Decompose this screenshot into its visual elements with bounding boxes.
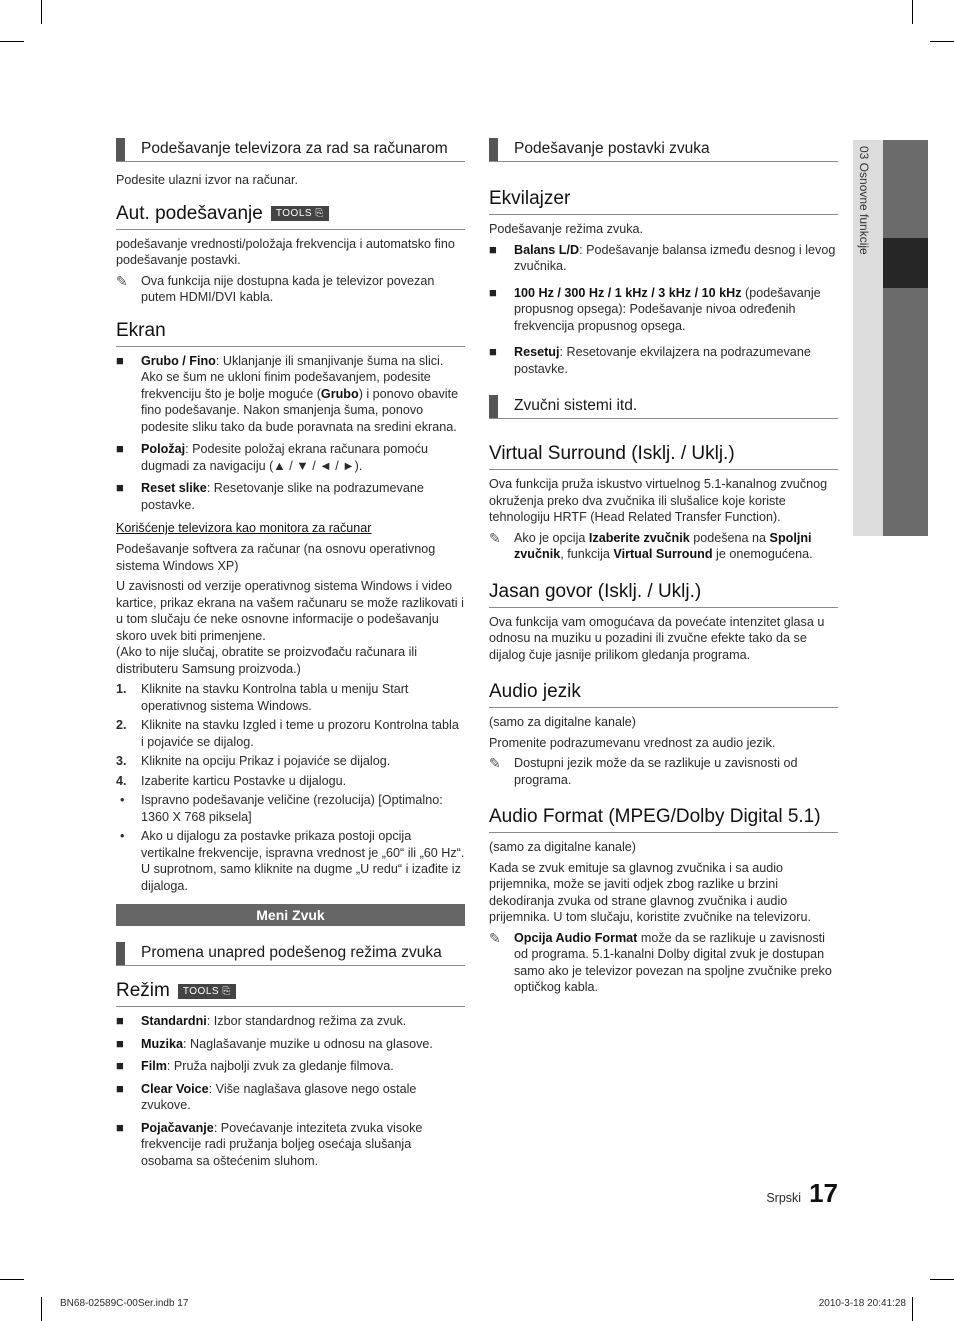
section-heading-pc-setup: Podešavanje televizora za rad sa računarom [116, 138, 465, 162]
audio-format-note: ✎ Opcija Audio Format može da se razlikuje u zavisnosti od programa. 5.1-kanalni Dolby digital zvuk je dostupan samo ako je televizor povezan na spoljne zvučnike preko optičkog kabla. [489, 929, 832, 994]
right-column [489, 138, 838, 1000]
audio-language-p1: (samo za digitalne kanale) [489, 715, 637, 729]
monitor-p2: U zavisnosti od verzije operativnog sistema Windows i video kartice, prikaz ekrana na vašem računaru se može razlikovati i u tom slučaju će neke osnovne informacije o podešavanju skoro uvek biti primenjene. [116, 579, 464, 643]
square-bullet-icon: ■ [116, 352, 124, 368]
list-item: ■ Položaj: Podesite položaj ekrana računara pomoću dugmadi za navigaciju (▲ / ▼ / ◄ / ►). [116, 441, 429, 473]
list-item: ■ Grubo / Fino: Uklanjanje ili smanjivanje šuma na slici. Ako se šum ne ukloni finim podešavanjem, podesite frekvenciju što je bolje moguće (Grubo) i ponovo obavite fino podešavanje. Nakon smanjenja šuma, ponovo podesite sliku tako da bude poravnata na sredini ekrana. [116, 352, 459, 434]
list-item: ■ 100 Hz / 300 Hz / 1 kHz / 3 kHz / 10 kHz (podešavanje propusnog opsega): Podešavanje nivoa određenih frekvencija propusnog opsega. [489, 284, 821, 333]
section-heading-preset: Promena unapred podešenog režima zvuka [116, 942, 465, 966]
equalizer-heading: Ekvilajzer [489, 188, 838, 215]
virtual-surround-heading: Virtual Surround (Isklj. / Uklj.) [489, 443, 838, 470]
square-bullet-icon: ■ [116, 1080, 124, 1096]
audio-language-p2: Promenite podrazumevanu vrednost za audio jezik. [489, 735, 776, 750]
clear-voice-heading: Jasan govor (Isklj. / Uklj.) [489, 581, 838, 608]
square-bullet-icon: ■ [489, 284, 497, 300]
monitor-p3: (Ako to nije slučaj, obratite se proizvođaču računara ili distributeru Samsung proizvoda.) [116, 645, 418, 676]
note-icon: ✎ [489, 529, 501, 546]
note-icon: ✎ [489, 755, 501, 771]
left-column [116, 138, 465, 1175]
square-bullet-icon: ■ [489, 344, 497, 359]
virtual-surround-text: Ova funkcija pruža iskustvo virtuelnog 5.1-kanalnog zvučnog okruženja preko dva zvučnika ili slušalice koje koriste tehnologiju HRTF (Head Related Transfer Function). [489, 477, 828, 524]
list-item: ■ Muzika: Naglašavanje muzike u odnosu na glasove. [116, 1035, 433, 1051]
square-bullet-icon: ■ [116, 1035, 124, 1051]
list-item: ■ Reset slike: Resetovanje slike na podrazumevane postavke. [116, 480, 424, 512]
chapter-side-tab: 03 Osnovne funkcije [853, 140, 928, 536]
square-bullet-icon: ■ [489, 241, 497, 257]
pc-intro: Podesite ulazni izvor na računar. [116, 173, 299, 187]
step-item: 4. Izaberite karticu Postavke u dijalogu. [116, 773, 347, 788]
list-item: ■ Resetuj: Resetovanje ekvilajzera na podrazumevane postavke. [489, 344, 811, 376]
section-heading-sound: Podešavanje postavki zvuka [489, 138, 838, 162]
dot-bullet-icon: • [120, 829, 125, 843]
page-number: Srpski 17 [766, 1178, 838, 1208]
tools-icon: TOOLS ⎘ [271, 206, 329, 221]
square-bullet-icon: ■ [116, 441, 124, 456]
bullet-item: • Ispravno podešavanje veličine (rezolucija) [Optimalno: 1360 X 768 piksela] [116, 792, 465, 825]
audio-format-p2: Kada se zvuk emituje sa glavnog zvučnika i sa audio prijemnika, može se javiti odjek zbog razlike u brzini dekodiranja zvuka od strane glavnog zvučnika i audio prijemnika. U tom slučaju, koristite zvučnike na televizoru. [489, 860, 811, 924]
audio-format-heading: Audio Format (MPEG/Dolby Digital 5.1) [489, 806, 838, 833]
menu-bar-sound: Meni Zvuk [116, 904, 465, 926]
tools-icon: TOOLS ⎘ [178, 984, 236, 999]
list-item: ■ Standardni: Izbor standardnog režima za zvuk. [116, 1013, 407, 1028]
bullet-item: • Ako u dijalogu za postavke prikaza postoji opcija vertikalne frekvencije, ispravna vrednost je „60“ ili „60 Hz“. U suprotnom, samo kliknite na dugme „U redu“ i izađite iz dijaloga. [116, 828, 465, 894]
dot-bullet-icon: • [120, 793, 125, 807]
section-heading-systems: Zvučni sistemi itd. [489, 395, 838, 419]
monitor-subheading: Korišćenje televizora kao monitora za računar [116, 521, 372, 535]
list-item: ■ Balans L/D: Podešavanje balansa između desnog i levog zvučnika. [489, 241, 836, 273]
auto-adjust-heading: Aut. podešavanje TOOLS ⎘ [116, 203, 465, 230]
list-item: ■ Pojačavanje: Povećavanje inteziteta zvuka visoke frekvencije radi pružanja boljeg osećaja slušanja osobama sa oštećenim sluhom. [116, 1119, 423, 1168]
square-bullet-icon: ■ [116, 480, 124, 495]
list-item: ■ Film: Pruža najbolji zvuk za gledanje filmova. [116, 1058, 394, 1073]
footer-date: 2010-3-18 20:41:28 [818, 1298, 906, 1309]
rezim-heading: Režim TOOLS ⎘ [116, 980, 465, 1007]
audio-language-note: ✎ Dostupni jezik može da se razlikuje u zavisnosti od programa. [489, 755, 798, 787]
note-icon: ✎ [116, 272, 128, 289]
audio-format-p1: (samo za digitalne kanale) [489, 840, 637, 854]
list-item: ■ Clear Voice: Više naglašava glasove nego ostale zvukove. [116, 1080, 417, 1112]
auto-adjust-note: ✎ Ova funkcija nije dostupna kada je televizor povezan putem HDMI/DVI kabla. [116, 272, 435, 304]
square-bullet-icon: ■ [116, 1058, 124, 1073]
step-item: 3. Kliknite na opciju Prikaz i pojaviće se dijalog. [116, 754, 391, 768]
ekran-heading: Ekran [116, 320, 465, 347]
footer-file: BN68-02589C-00Ser.indb 17 [60, 1298, 189, 1309]
virtual-surround-note: ✎ Ako je opcija Izaberite zvučnik podešena na Spoljni zvučnik, funkcija Virtual Surround je onemogućena. [489, 529, 813, 561]
auto-adjust-text: podešavanje vrednosti/položaja frekvencija i automatsko fino podešavanje postavki. [116, 236, 455, 267]
clear-voice-text: Ova funkcija vam omogućava da povećate intenzitet glasa u odnosu na muziku u pozadini ili zvučne efekte tako da se dijalog čuje jasnije prilikom gledanja programa. [489, 614, 825, 662]
equalizer-intro: Podešavanje režima zvuka. [489, 222, 644, 236]
step-item: 1. Kliknite na stavku Kontrolna tabla u meniju Start operativnog sistema Windows. [116, 682, 409, 713]
step-item: 2. Kliknite na stavku Izgled i teme u prozoru Kontrolna tabla i pojaviće se dijalog. [116, 718, 459, 749]
monitor-p1: Podešavanje softvera za računar (na osnovu operativnog sistema Windows XP) [116, 542, 436, 573]
square-bullet-icon: ■ [116, 1119, 124, 1135]
note-icon: ✎ [489, 929, 501, 946]
square-bullet-icon: ■ [116, 1013, 124, 1028]
audio-language-heading: Audio jezik [489, 681, 838, 708]
